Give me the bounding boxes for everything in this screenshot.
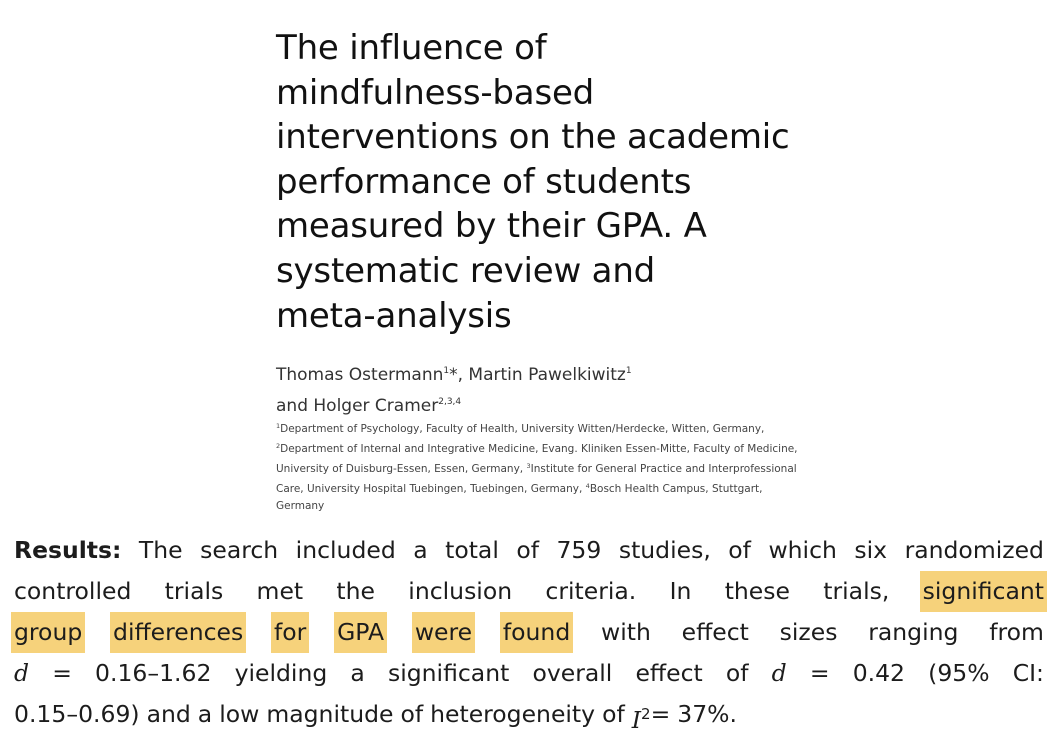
word: inclusion — [408, 577, 513, 605]
affiliation-line — [276, 478, 846, 498]
affil-sup: 4 — [585, 482, 590, 490]
title-line: interventions on the academic — [276, 117, 790, 158]
affil-text: Department of Psychology, Faculty of Health, University Witten/Herdecke, Witten, Germany, — [280, 423, 765, 435]
word: a — [413, 536, 428, 564]
word: from — [989, 618, 1044, 646]
word: included — [295, 536, 396, 564]
math-var: d — [14, 659, 30, 687]
math-var: I — [631, 705, 642, 734]
highlighted-word: for — [271, 612, 309, 653]
corresponding-mark: *, — [449, 365, 464, 385]
affil-text: Care, University Hospital Tuebingen, Tuebingen, Germany, — [276, 483, 586, 495]
author-affil-sup: 1 — [625, 366, 632, 376]
results-paragraph — [14, 530, 1044, 735]
word: = — [650, 700, 671, 728]
affiliation-line — [276, 458, 846, 478]
word: = — [809, 659, 830, 687]
word: a — [350, 659, 365, 687]
word: sizes — [779, 618, 838, 646]
word: of — [602, 700, 625, 728]
affil-sup: 3 — [526, 462, 531, 470]
title-line: mindfulness-based — [276, 72, 595, 113]
word: trials — [164, 577, 224, 605]
word: 0.16–1.62 — [95, 659, 212, 687]
affil-text: University of Duisburg-Essen, Essen, Germany, — [276, 463, 527, 475]
paper-title — [276, 26, 836, 338]
highlighted-word: found — [500, 612, 573, 653]
word: six — [854, 536, 888, 564]
results-line — [14, 612, 1044, 653]
affil-text: Germany — [276, 500, 325, 512]
word: yielding — [234, 659, 328, 687]
affil-sup: 2 — [276, 442, 281, 450]
math-var: d — [771, 659, 787, 687]
word: these — [724, 577, 790, 605]
word: significant — [387, 659, 510, 687]
word: of — [725, 659, 749, 687]
results-label: Results: — [14, 536, 122, 564]
word: search — [200, 536, 279, 564]
word: studies, — [618, 536, 711, 564]
word: effect — [681, 618, 749, 646]
author-name: Martin Pawelkiwitz — [463, 365, 626, 385]
word: with — [601, 618, 651, 646]
word: effect — [635, 659, 703, 687]
word: and — [146, 700, 191, 728]
affiliation-line — [276, 438, 846, 458]
word: 37%. — [677, 700, 737, 728]
word: met — [256, 577, 304, 605]
affil-sup: 1 — [276, 422, 281, 430]
author-name: Thomas Ostermann — [276, 365, 444, 385]
word: = — [52, 659, 72, 687]
results-line — [14, 653, 1044, 694]
results-line — [14, 694, 1044, 735]
results-line — [14, 571, 1044, 612]
highlighted-word: differences — [110, 612, 246, 653]
affil-text: Bosch Health Campus, Stuttgart, — [589, 483, 763, 495]
word: which — [768, 536, 837, 564]
word: trials, — [823, 577, 890, 605]
word: magnitude — [266, 700, 394, 728]
word: criteria. — [545, 577, 637, 605]
word: The — [138, 536, 183, 564]
word: 759 — [556, 536, 602, 564]
word: of — [516, 536, 539, 564]
title-line: performance of students — [276, 161, 692, 202]
highlighted-word: GPA — [334, 612, 387, 653]
affil-text: Department of Internal and Integrative Medicine, Evang. Kliniken Essen-Mitte, Faculty of Medicine, — [280, 443, 798, 455]
word: heterogeneity — [430, 700, 596, 728]
affiliations — [276, 418, 846, 515]
affiliation-line — [276, 498, 846, 515]
word: low — [219, 700, 260, 728]
word: ranging — [868, 618, 959, 646]
word: controlled — [14, 577, 132, 605]
title-line: meta-analysis — [276, 295, 512, 336]
author-name: and Holger Cramer — [276, 396, 439, 416]
results-line — [14, 530, 1044, 571]
title-line: systematic review and — [276, 250, 656, 291]
word: total — [445, 536, 499, 564]
word: of — [728, 536, 751, 564]
word: randomized — [904, 536, 1044, 564]
author-affil-sup: 1 — [443, 366, 450, 376]
word: 0.15–0.69) — [14, 700, 140, 728]
highlighted-word: were — [412, 612, 475, 653]
author-line — [276, 389, 836, 420]
word: In — [669, 577, 692, 605]
highlighted-word: significant — [920, 571, 1047, 612]
highlighted-word: group — [11, 612, 85, 653]
affil-text: Institute for General Practice and Interprofessional — [530, 463, 797, 475]
affiliation-line — [276, 418, 846, 438]
word: (95% — [928, 659, 990, 687]
word: a — [197, 700, 213, 728]
word: 0.42 — [852, 659, 906, 687]
superscript: 2 — [641, 705, 651, 723]
author-line — [276, 358, 836, 389]
word: of — [400, 700, 424, 728]
title-line: measured by their GPA. A — [276, 206, 707, 247]
author-affil-sup: 2,3,4 — [438, 397, 462, 407]
word: CI: — [1012, 659, 1044, 687]
word: overall — [532, 659, 613, 687]
word: the — [336, 577, 375, 605]
title-line: The influence of — [276, 28, 547, 68]
author-list — [276, 358, 836, 420]
